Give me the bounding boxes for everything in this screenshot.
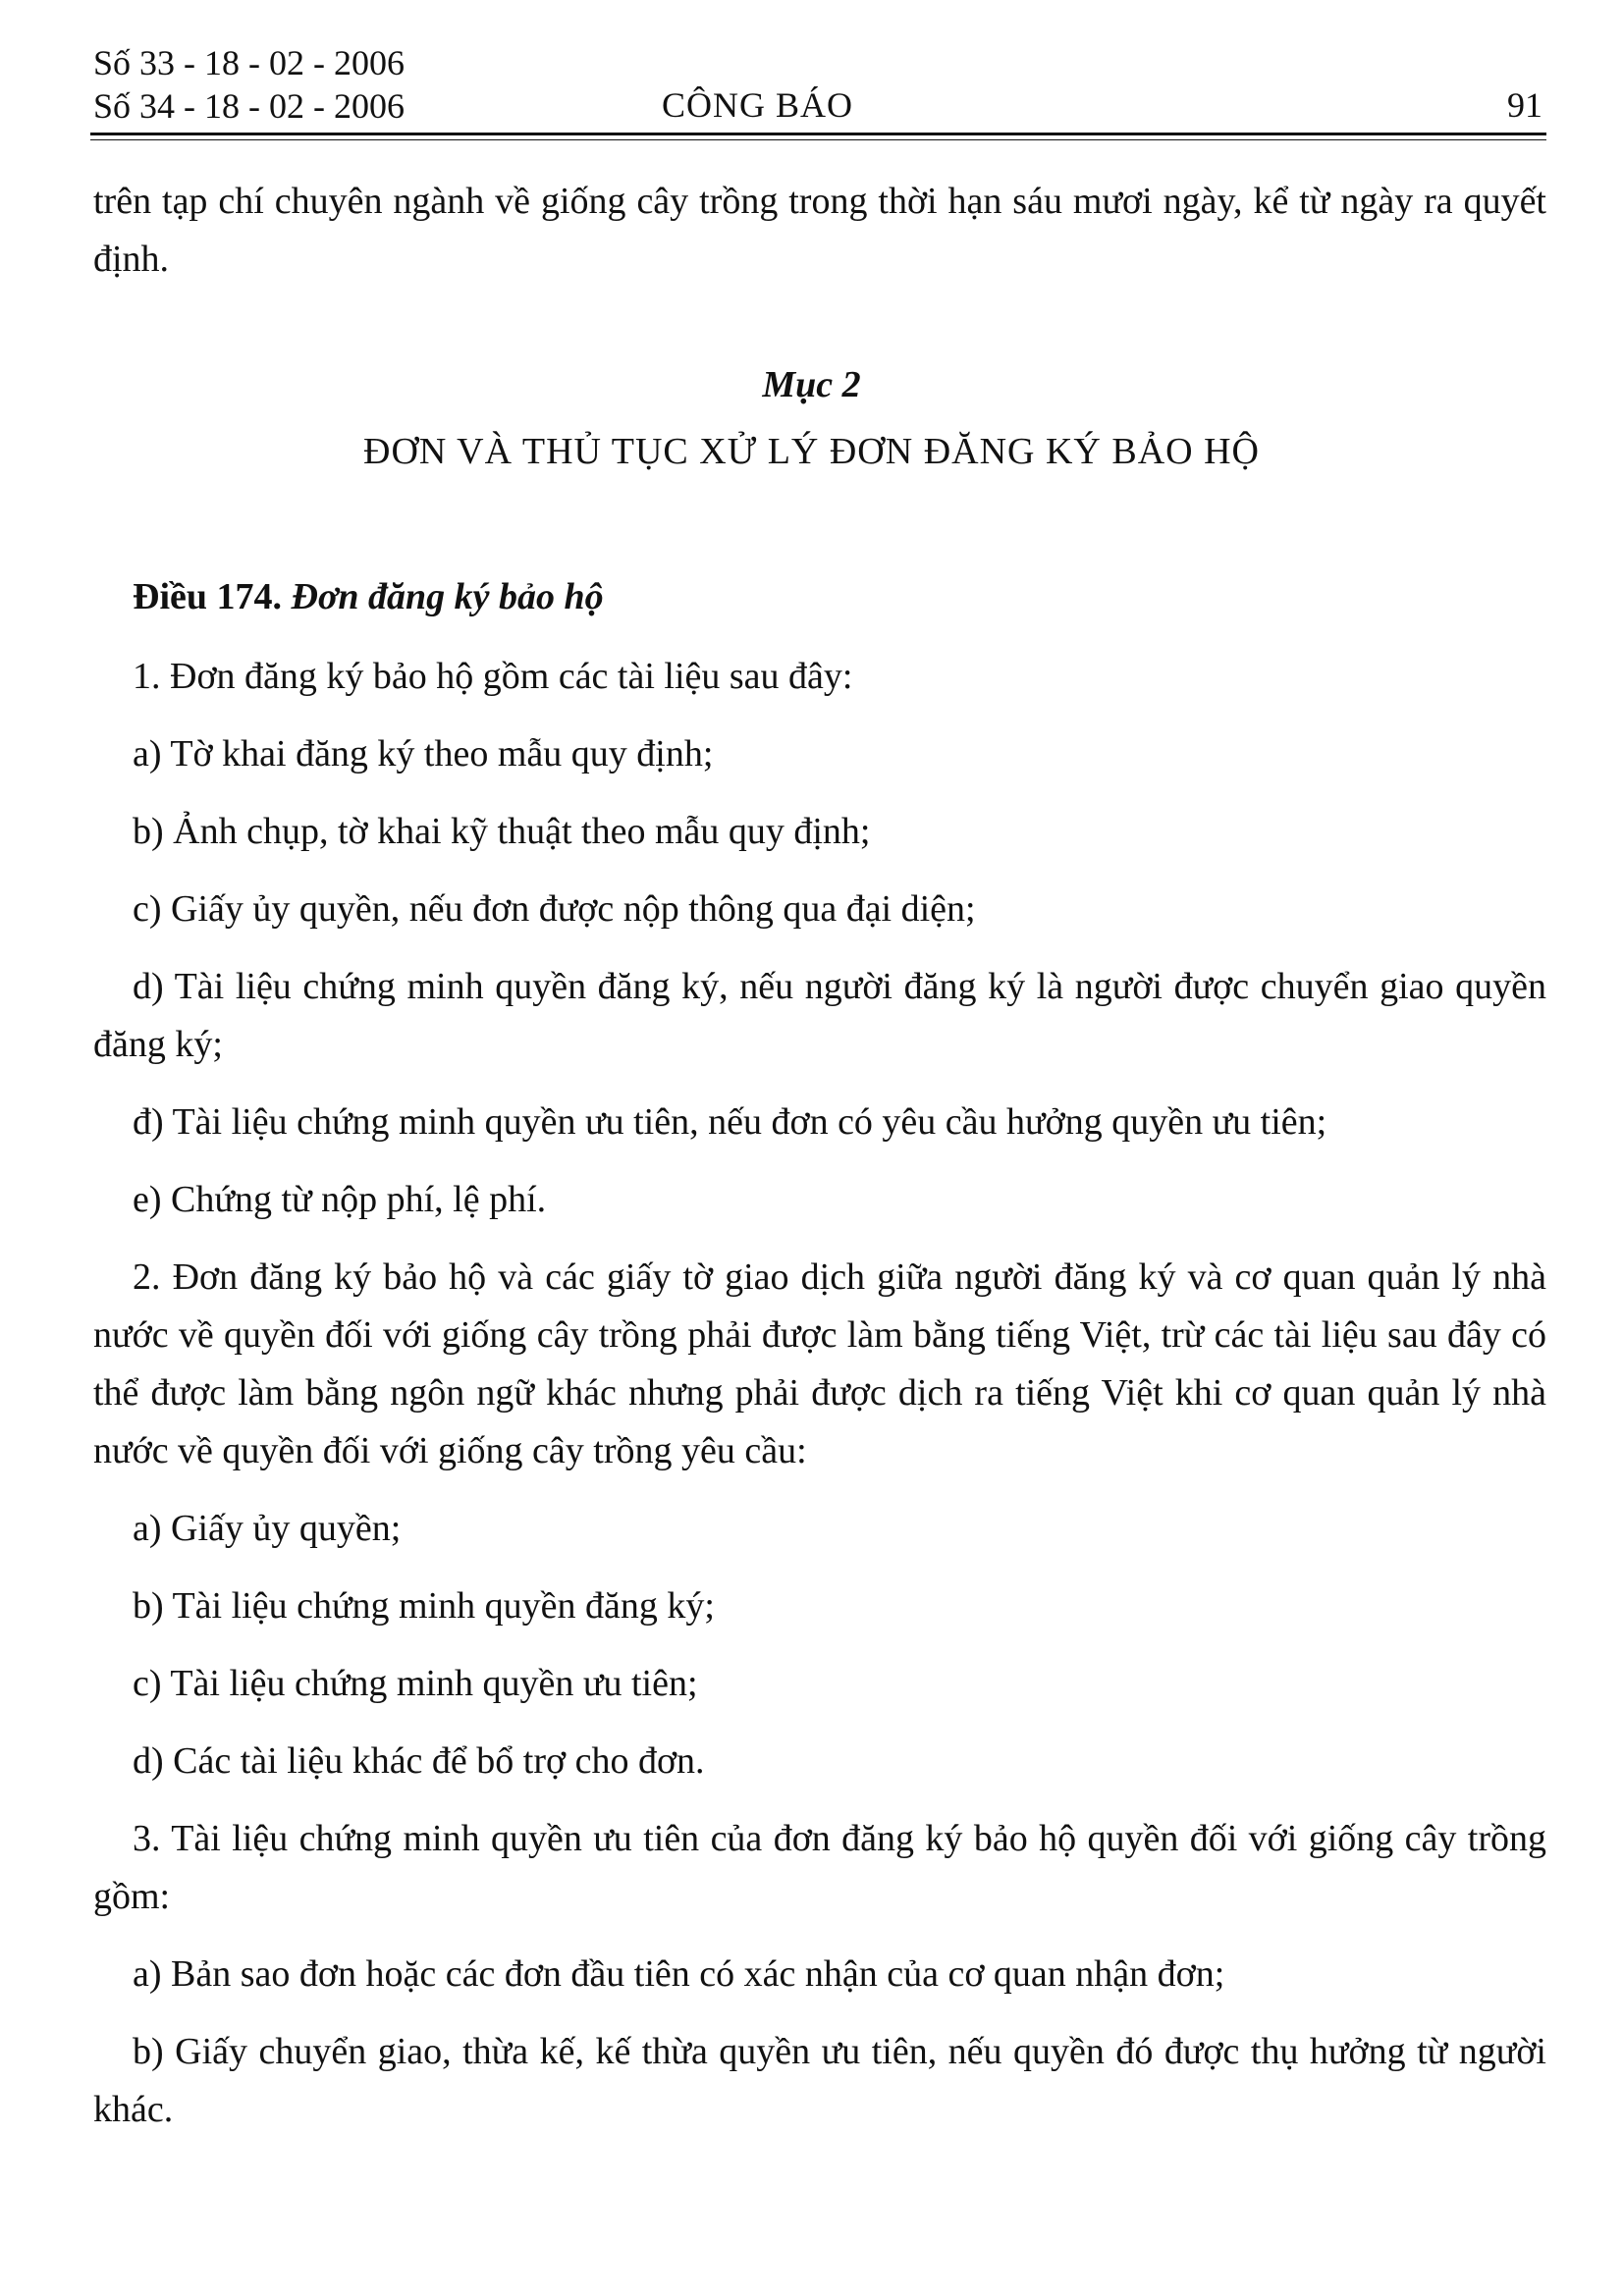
- item-1c: c) Giấy ủy quyền, nếu đơn được nộp thông qua đại diện;: [133, 888, 976, 930]
- item-3a: a) Bản sao đơn hoặc các đơn đầu tiên có xác nhận của cơ quan nhận đơn;: [133, 1953, 1225, 1995]
- intro-paragraph: trên tạp chí chuyên ngành về giống cây trồng trong thời hạn sáu mươi ngày, kể từ ngày ra quyết định.: [93, 181, 1546, 280]
- article-name: Đơn đăng ký bảo hộ: [291, 576, 604, 617]
- intro-block: [93, 173, 1546, 289]
- publication-title: CÔNG BÁO: [661, 85, 853, 125]
- item-2d: d) Các tài liệu khác để bổ trợ cho đơn.: [133, 1740, 705, 1782]
- issue-line-1: Số 33 - 18 - 02 - 2006: [93, 43, 405, 82]
- issue-line-2: Số 34 - 18 - 02 - 2006: [93, 86, 405, 126]
- header-rule-thick: [90, 133, 1546, 135]
- article-heading: [133, 575, 604, 618]
- item-1a: a) Tờ khai đăng ký theo mẫu quy định;: [133, 733, 714, 774]
- item-3b: b) Giấy chuyển giao, thừa kế, kế thừa quyền ưu tiên, nếu quyền đó được thụ hưởng từ người khác.: [93, 2031, 1546, 2130]
- item-2a: a) Giấy ủy quyền;: [133, 1508, 402, 1549]
- item-2c: c) Tài liệu chứng minh quyền ưu tiên;: [133, 1663, 698, 1704]
- paragraph-1: 1. Đơn đăng ký bảo hộ gồm các tài liệu sau đây:: [133, 656, 853, 697]
- article-body: [93, 648, 1546, 2159]
- item-1e: e) Chứng từ nộp phí, lệ phí.: [133, 1179, 547, 1220]
- section-heading: ĐƠN VÀ THỦ TỤC XỬ LÝ ĐƠN ĐĂNG KÝ BẢO HỘ: [363, 431, 1260, 472]
- item-2b: b) Tài liệu chứng minh quyền đăng ký;: [133, 1585, 715, 1627]
- item-1dd: đ) Tài liệu chứng minh quyền ưu tiên, nếu đơn có yêu cầu hưởng quyền ưu tiên;: [133, 1101, 1327, 1143]
- publication-title-row: [0, 84, 1623, 126]
- article-number: Điều 174.: [133, 576, 282, 617]
- paragraph-2: 2. Đơn đăng ký bảo hộ và các giấy tờ giao dịch giữa người đăng ký và cơ quan quản lý nhà nước về quyền đối với giống cây trồng phải được làm bằng tiếng Việt, trừ các tài liệu sau đây có thể được làm bằng ngôn ngữ khác nhưng phải được dịch ra tiếng Việt khi cơ quan quản lý nhà nước về quyền đối với giống cây trồng yêu cầu:: [93, 1256, 1546, 1471]
- item-1b: b) Ảnh chụp, tờ khai kỹ thuật theo mẫu quy định;: [133, 811, 871, 852]
- header-rule-thin: [90, 139, 1546, 140]
- page-number: 91: [1507, 85, 1542, 125]
- paragraph-3: 3. Tài liệu chứng minh quyền ưu tiên của đơn đăng ký bảo hộ quyền đối với giống cây trồng gồm:: [93, 1818, 1546, 1917]
- item-1d: d) Tài liệu chứng minh quyền đăng ký, nếu người đăng ký là người được chuyển giao quyền đăng ký;: [93, 966, 1546, 1065]
- section-label: Mục 2: [762, 364, 861, 405]
